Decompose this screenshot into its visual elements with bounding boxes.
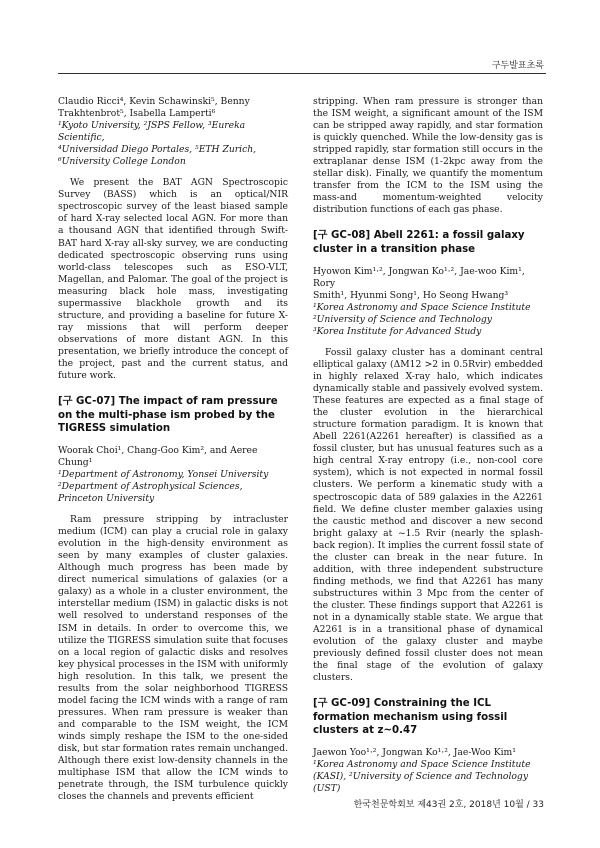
abstract-affiliation: ²Department of Astrophysical Sciences, Princeton University <box>58 481 243 505</box>
header-rule <box>58 73 546 74</box>
section-header-label: 구두발표초록 <box>491 61 544 71</box>
abstract-body: Ram pressure stripping by intracluster medium (ICM) can play a crucial role in galaxy evolution in the high-density environment as seen by many examples of cluster galaxies. Although much progress has been made by direct numerical simulations of galaxies (or a galaxy) as a whole in a cluster environment, the interstellar medium (ISM) in galactic disks is not well resolved to understand responses of the ISM in details. In order to overcome this, we utilize the TIGRESS simulation suite that focuses on a local region of galactic disks and resolves key physical processes in the ISM with uniformly high resolution. In this talk, we present the results from the solar neighborhood TIGRESS model facing the ICM winds with a range of ram pressures. When ram pressure is weaker than and comparable to the ISM weight, the ICM winds simply reshape the ISM to the one-sided disk, but star formation rates remain unchanged. Although there exist low-density channels in the multiphase ISM that allow the ICM winds to penetrate through, the ISM turbulence quickly closes the channels and prevents efficient <box>58 514 288 803</box>
abstract-affiliation: ³Korea Institute for Advanced Study <box>313 325 482 337</box>
abstract-title: [구 GC-07] The impact of ram pressure on the multi-phase ism probed by the TIGRESS simulation <box>58 396 278 435</box>
abstract-affiliation: ⁴Universidad Diego Portales, ⁵ETH Zurich, <box>58 144 257 156</box>
abstract-authors: Smith¹, Hyunmi Song¹, Ho Seong Hwang³ <box>313 289 509 301</box>
abstract-affiliation: ¹Department of Astronomy, Yonsei University <box>58 468 269 480</box>
abstract-title: [구 GC-08] Abell 2261: a fossil galaxy cluster in a transition phase <box>313 230 525 256</box>
abstract-affiliation: ¹Korea Astronomy and Space Science Institute <box>313 301 531 313</box>
abstract-affiliation: (KASI), ²University of Science and Technology <box>313 771 529 783</box>
abstract-authors: Woorak Choi¹, Chang-Goo Kim², and Aeree Chung¹ <box>58 444 258 468</box>
abstract-affiliation: ²University of Science and Technology <box>313 313 492 325</box>
abstract-affiliation: ¹Kyoto University, ²JSPS Fellow, ³Eureka Scientific, <box>58 120 246 144</box>
abstract-body-continued: stripping. When ram pressure is stronger than the ISM weight, a significant amount of the ISM can be stripped away rapidly, and star formation is quickly quenched. While the low-density gas is stripped rapidly, star formation still occurs in the extraplanar dense ISM (1-2kpc away from the stellar disk). Finally, we quantify the momentum transfer from the ICM to the ISM using the mass-and momentum-weighted velocity distribution functions of each gas phase. <box>313 96 543 216</box>
abstract-affiliation: (UST) <box>313 783 341 795</box>
right-column <box>313 96 543 795</box>
abstract-authors: Jaewon Yoo¹·², Jongwan Ko¹·², Jae-Woo Kim¹ <box>313 747 516 759</box>
abstract-affiliation: ¹Korea Astronomy and Space Science Institute <box>313 759 531 771</box>
page-footer: 한국천문학회보 제43권 2호, 2018년 10월 / 33 <box>353 800 544 810</box>
abstract-body: We present the BAT AGN Spectroscopic Survey (BASS) which is an optical/NIR spectroscopic survey of the least biased sample of hard X-ray selected local AGN. For more than a thousand AGN that identified through Swift-BAT hard X-ray all-sky survey, we are conducting dedicated spectroscopic observing runs using world-class telescopes such as ESO-VLT, Magellan, and Palomar. The goal of the project is measuring black hole mass, investigating supermassive blackhole growth and its structure, and providing a baseline for future X-ray missions that will perform deeper observations of more distant AGN. In this presentation, we briefly introduce the concept of the project, past and the current status, and future work. <box>58 177 288 382</box>
abstract-authors: Hyowon Kim¹·², Jongwan Ko¹·², Jae-woo Kim¹, Rory <box>313 265 525 289</box>
abstract-affiliation: ⁶University College London <box>58 156 186 168</box>
abstract-body: Fossil galaxy cluster has a dominant central elliptical galaxy (ΔM12 >2 in 0.5Rvir) embedded in highly relaxed X-ray halo, which indicates dynamically stable and passively evolved system. These features are expected as a final stage of the cluster evolution in the hierarchical structure formation paradigm. It is known that Abell 2261(A2261 hereafter) is classified as a fossil cluster, but has unusual features such as a high central X-ray entropy (i.e., non-cool core system), which is not expected in normal fossil clusters. We perform a kinematic study with a spectroscopic data of 589 galaxies in the A2261 field. We define cluster member galaxies using the caustic method and discover a new second bright galaxy at ~1.5 Rvir (nearly the splash-back region). It implies the current fossil state of the cluster can break in the near future. In addition, with three independent substructure finding methods, we find that A2261 has many substructures within 3 Mpc from the center of the cluster. These findings support that A2261 is not in a dynamically stable state. We argue that A2261 is in a transitional phase of dynamical evolution of the galaxy cluster and maybe previously defined fossil cluster does not mean the final stage of the evolution of galaxy clusters. <box>313 346 543 684</box>
abstract-title: [구 GC-09] Constraining the ICL formation mechanism using fossil clusters at z~0.47 <box>313 698 508 737</box>
abstract-authors: Claudio Ricci⁴, Kevin Schawinski⁵, Benny <box>58 96 250 107</box>
left-column <box>58 96 288 803</box>
abstract-authors: Trakhtenbrot⁵, Isabella Lamperti⁶ <box>58 108 216 120</box>
